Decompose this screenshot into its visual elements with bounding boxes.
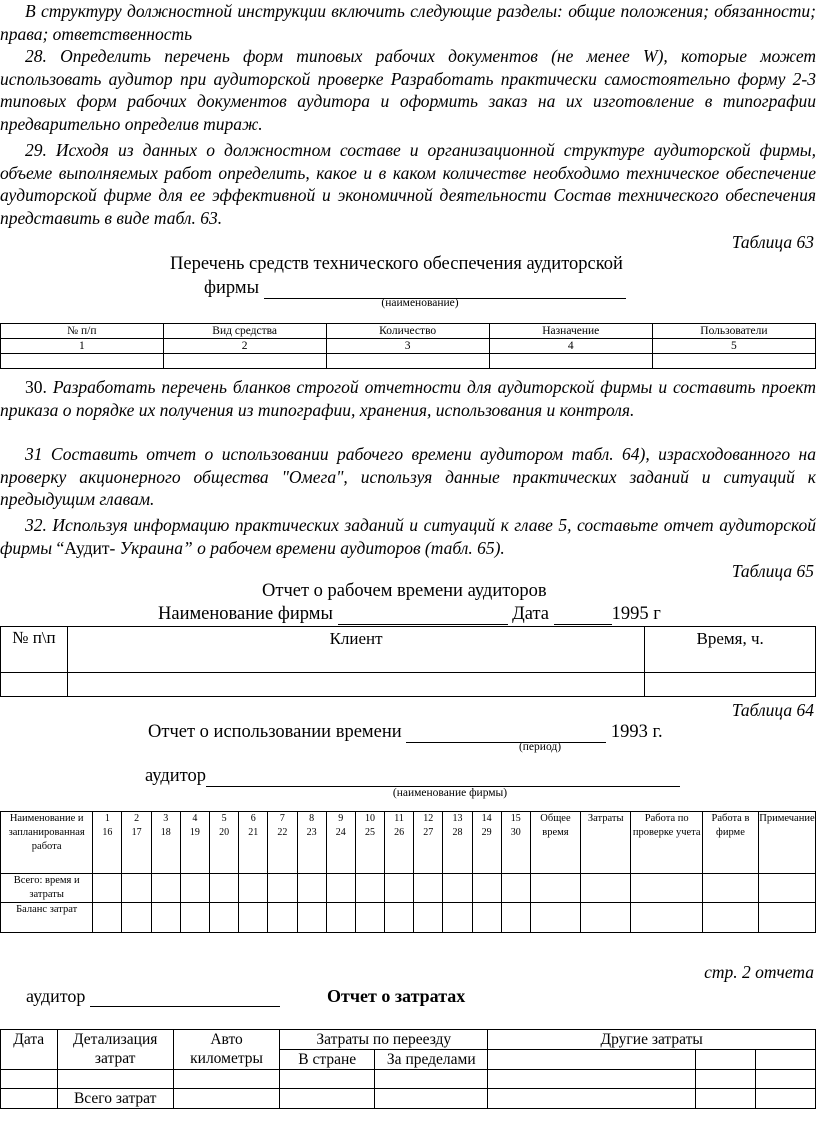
intro-paragraph: В структуру должностной инструкции включить следующие разделы: общие положения; обязанности; права; ответственность — [0, 1, 816, 44]
firm-label: Наименование фирмы — [158, 604, 333, 624]
paragraph-32-name: Украина — [119, 537, 183, 558]
header-cell: Детализация затрат — [57, 1030, 173, 1070]
empty-cell[interactable] — [326, 874, 355, 903]
empty-cell[interactable] — [180, 874, 209, 903]
table-65 — [0, 626, 816, 697]
table-row — [1, 673, 816, 697]
empty-cell[interactable] — [280, 1070, 375, 1089]
day-cell — [268, 812, 297, 874]
day-cell — [414, 812, 443, 874]
empty-cell[interactable] — [93, 903, 122, 933]
day-cell — [122, 812, 151, 874]
empty-cell[interactable] — [268, 874, 297, 903]
header-cell: № п\п — [1, 627, 68, 673]
table-65-firm-line — [158, 604, 661, 625]
empty-cell[interactable] — [1, 1070, 58, 1089]
auditor-line — [145, 766, 680, 787]
empty-cell[interactable] — [501, 874, 530, 903]
day-label: 16 — [102, 827, 113, 838]
day-label: 26 — [394, 827, 405, 838]
paragraph-32-text: 32. Используя информацию практических заданий и ситуаций к главе 5, составьте отчет аудиторской фирмы — [0, 515, 816, 558]
day-label: 9 — [338, 813, 344, 824]
day-label: 17 — [131, 827, 142, 838]
header-cell: Время, ч. — [645, 627, 816, 673]
day-label: 12 — [423, 813, 434, 824]
firm-name-blank — [338, 606, 508, 625]
table-row — [1, 1030, 816, 1050]
day-cell — [180, 812, 209, 874]
day-label: 6 — [250, 813, 256, 824]
header-cell: Затраты — [581, 812, 631, 874]
table-63-title: Перечень средств технического обеспечения аудиторской — [170, 254, 623, 274]
empty-cell[interactable] — [472, 874, 501, 903]
empty-cell[interactable] — [414, 874, 443, 903]
date-label: Дата — [512, 604, 549, 624]
empty-cell[interactable] — [695, 1050, 755, 1070]
header-cell: В стране — [280, 1050, 375, 1070]
day-label: 21 — [248, 827, 259, 838]
empty-cell[interactable] — [758, 903, 815, 933]
header-cell: Назначение — [489, 324, 652, 339]
empty-cell[interactable] — [472, 903, 501, 933]
empty-cell[interactable] — [173, 1070, 279, 1089]
day-label: 22 — [277, 827, 288, 838]
empty-cell[interactable] — [755, 1050, 815, 1070]
empty-cell[interactable] — [631, 903, 703, 933]
header-cell: № п/п — [1, 324, 164, 339]
period-caption: (период) — [518, 741, 562, 753]
table-row — [1, 812, 816, 874]
empty-cell[interactable] — [1, 673, 68, 697]
paragraph-32-end: ” о рабочем времени аудиторов (табл. 65). — [182, 537, 505, 558]
empty-cell[interactable] — [581, 874, 631, 903]
day-label: 24 — [335, 827, 346, 838]
table-63-label: Таблица 63 — [731, 232, 814, 252]
empty-cell[interactable] — [326, 354, 489, 369]
empty-cell[interactable] — [414, 903, 443, 933]
empty-cell[interactable] — [297, 874, 326, 903]
table-65-title: Отчет о рабочем времени аудиторов — [262, 581, 547, 601]
header-cell: Клиент — [67, 627, 644, 673]
header-cell: Пользователи — [652, 324, 815, 339]
firm-caption: (наименование фирмы) — [392, 787, 508, 799]
header-cell: Вид средства — [163, 324, 326, 339]
empty-cell[interactable] — [443, 874, 472, 903]
number-cell: 5 — [652, 339, 815, 354]
table-63-firm-label: фирмы — [204, 278, 259, 298]
table-row — [1, 339, 816, 354]
empty-cell[interactable] — [703, 874, 759, 903]
header-cell: За пределами — [375, 1050, 488, 1070]
empty-cell[interactable] — [122, 874, 151, 903]
header-cell: Работа в фирме — [703, 812, 759, 874]
day-label: 1 — [104, 813, 110, 824]
empty-cell[interactable] — [645, 673, 816, 697]
table-63-firm-line — [204, 278, 626, 299]
auditor-label: аудитор — [26, 986, 86, 1006]
empty-cell[interactable] — [581, 903, 631, 933]
empty-cell[interactable] — [93, 874, 122, 903]
paragraph-31: 31 Составить отчет о использовании рабочего времени аудитором табл. 64), израсходованного на проверку акционерного общества "Омега", используя данные практических заданий и ситуаций к предыдущим главам. — [0, 444, 816, 509]
row-header: Всего: время и затраты — [1, 874, 93, 903]
day-label: 13 — [452, 813, 463, 824]
header-cell: Примечание — [758, 812, 815, 874]
header-cell: Работа по проверке учета — [631, 812, 703, 874]
empty-cell[interactable] — [163, 354, 326, 369]
empty-cell[interactable] — [695, 1070, 755, 1089]
paragraph-32-quote: “Аудит- — [56, 537, 120, 558]
costs-table — [0, 1029, 816, 1109]
header-cell: Количество — [326, 324, 489, 339]
day-cell — [443, 812, 472, 874]
day-cell — [501, 812, 530, 874]
empty-cell[interactable] — [280, 1089, 375, 1109]
header-cell: Общее время — [530, 812, 580, 874]
day-cell — [151, 812, 180, 874]
day-label: 3 — [163, 813, 169, 824]
empty-cell[interactable] — [375, 1070, 488, 1089]
number-cell: 4 — [489, 339, 652, 354]
table-64-title: Отчет о использовании времени — [148, 722, 402, 742]
empty-cell[interactable] — [355, 903, 384, 933]
table-64-label: Таблица 64 — [731, 700, 814, 720]
empty-cell[interactable] — [375, 1089, 488, 1109]
empty-cell[interactable] — [210, 903, 239, 933]
day-cell — [239, 812, 268, 874]
day-cell — [93, 812, 122, 874]
empty-cell[interactable] — [67, 673, 644, 697]
day-cell — [385, 812, 414, 874]
empty-cell[interactable] — [530, 874, 580, 903]
day-label: 7 — [279, 813, 285, 824]
empty-cell[interactable] — [180, 903, 209, 933]
day-label: 30 — [510, 827, 521, 838]
day-label: 19 — [189, 827, 200, 838]
date-blank — [554, 606, 612, 625]
header-cell: Другие затраты — [488, 1030, 816, 1050]
empty-cell[interactable] — [268, 903, 297, 933]
paragraph-29: 29. Исходя из данных о должностном составе и организационной структуре аудиторской фирмы, объеме выполняемых работ определить, какое и в каком количестве необходимо техническое обеспечение аудиторской фирме для ее эффективной и экономичной деятельности Состав технического обеспечения представить в виде табл. 63. — [0, 140, 816, 228]
table-row — [1, 627, 816, 673]
day-label: 27 — [423, 827, 434, 838]
header-cell: Авто километры — [173, 1030, 279, 1070]
empty-cell[interactable] — [151, 874, 180, 903]
empty-cell[interactable] — [755, 1089, 815, 1109]
year-label: 1993 г. — [610, 722, 663, 742]
day-cell — [355, 812, 384, 874]
empty-cell[interactable] — [326, 903, 355, 933]
day-label: 18 — [160, 827, 171, 838]
empty-cell[interactable] — [239, 903, 268, 933]
header-cell: Затраты по переезду — [280, 1030, 488, 1050]
empty-cell[interactable] — [1, 354, 164, 369]
empty-cell[interactable] — [443, 903, 472, 933]
empty-cell[interactable] — [355, 874, 384, 903]
header-cell: Дата — [1, 1030, 58, 1070]
paragraph-28: 28. Определить перечень форм типовых рабочих документов (не менее W), которые может использовать аудитор при аудиторской проверке Разработать практически самостоятельно форму 2-3 типовых форм рабочих документов аудитора и оформить заказ на их изготовление в типографии предварительно определив тираж. — [0, 46, 816, 134]
table-row — [1, 324, 816, 339]
empty-cell[interactable] — [631, 874, 703, 903]
page-2-label: стр. 2 отчета — [704, 962, 814, 982]
empty-cell[interactable] — [173, 1089, 279, 1109]
day-label: 5 — [221, 813, 227, 824]
empty-cell[interactable] — [122, 903, 151, 933]
table-63 — [0, 323, 816, 369]
empty-cell[interactable] — [297, 903, 326, 933]
table-row — [1, 354, 816, 369]
day-label: 8 — [309, 813, 315, 824]
empty-cell[interactable] — [488, 1070, 696, 1089]
number-cell: 3 — [326, 339, 489, 354]
day-label: 14 — [481, 813, 492, 824]
empty-cell[interactable] — [385, 903, 414, 933]
day-label: 10 — [364, 813, 375, 824]
empty-cell[interactable] — [758, 874, 815, 903]
costs-auditor-line — [26, 986, 280, 1007]
table-row — [1, 874, 816, 903]
empty-cell[interactable] — [695, 1089, 755, 1109]
empty-cell[interactable] — [488, 1089, 696, 1109]
day-label: 4 — [192, 813, 198, 824]
table-65-label: Таблица 65 — [731, 561, 814, 581]
auditor-firm-blank — [206, 768, 680, 787]
table-row — [1, 903, 816, 933]
day-label: 11 — [394, 813, 404, 824]
empty-cell[interactable] — [501, 903, 530, 933]
day-cell — [326, 812, 355, 874]
year-label: 1995 г — [611, 604, 661, 624]
empty-cell[interactable] — [1, 1089, 58, 1109]
day-label: 28 — [452, 827, 463, 838]
day-cell — [472, 812, 501, 874]
day-label: 2 — [134, 813, 140, 824]
empty-cell[interactable] — [652, 354, 815, 369]
empty-cell[interactable] — [489, 354, 652, 369]
empty-cell[interactable] — [703, 903, 759, 933]
table-row — [1, 1070, 816, 1089]
empty-cell[interactable] — [755, 1070, 815, 1089]
table-row — [1, 1089, 816, 1109]
day-label: 29 — [481, 827, 492, 838]
day-label: 23 — [306, 827, 317, 838]
day-cell — [297, 812, 326, 874]
auditor-blank — [90, 988, 280, 1007]
number-cell: 1 — [1, 339, 164, 354]
empty-cell[interactable] — [151, 903, 180, 933]
empty-cell[interactable] — [57, 1070, 173, 1089]
day-label: 15 — [510, 813, 521, 824]
table-64 — [0, 811, 816, 933]
day-label: 25 — [364, 827, 375, 838]
empty-cell[interactable] — [210, 874, 239, 903]
paragraph-30-text: Разработать перечень бланков строгой отчетности для аудиторской фирмы и составить проект приказа о порядке их получения из типографии, хранения, использования и контроля. — [0, 377, 816, 420]
day-label: 20 — [219, 827, 230, 838]
costs-title: Отчет о затратах — [327, 986, 466, 1006]
empty-cell[interactable] — [385, 874, 414, 903]
auditor-label: аудитор — [145, 766, 207, 786]
empty-cell[interactable] — [239, 874, 268, 903]
firm-name-caption: (наименование) — [381, 297, 459, 309]
day-cell — [210, 812, 239, 874]
table-64-title-line — [148, 722, 663, 743]
empty-cell[interactable] — [488, 1050, 696, 1070]
paragraph-30-number: 30. — [25, 377, 47, 397]
row-header: Баланс затрат — [1, 903, 93, 933]
number-cell: 2 — [163, 339, 326, 354]
row-header: Всего затрат — [57, 1089, 173, 1109]
paragraph-30 — [0, 376, 816, 421]
paragraph-32 — [0, 514, 816, 559]
header-cell: Наименование и запланированная работа — [1, 812, 93, 874]
empty-cell[interactable] — [530, 903, 580, 933]
